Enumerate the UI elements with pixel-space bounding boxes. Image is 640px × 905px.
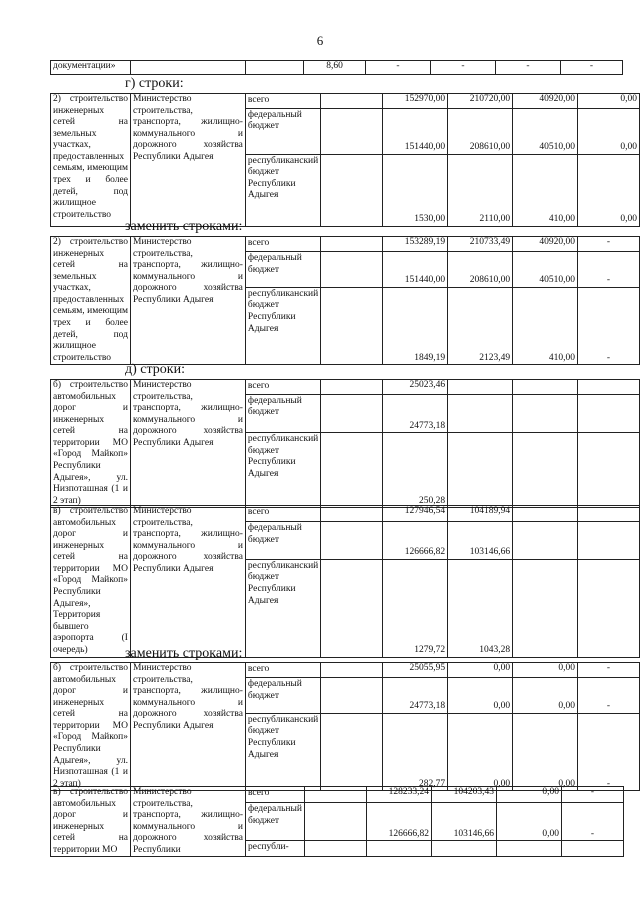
amount-cell: 126666,82 (366, 803, 431, 841)
funding-source-cell (245, 94, 320, 109)
table-cell (321, 678, 383, 714)
amount-cell: - (578, 252, 640, 288)
amount-cell (513, 433, 578, 508)
amount-cell: 104189,94 (448, 506, 513, 522)
funding-source-cell (245, 380, 320, 395)
amount-cell: 0,00 (513, 713, 578, 791)
amount-cell (578, 380, 640, 395)
funding-source-label: республи- (248, 842, 289, 853)
amount-cell: 25023,46 (383, 380, 448, 395)
amount-cell: 152970,00 (383, 94, 448, 109)
program-table (50, 379, 640, 508)
executor-cell: Министерство строительства, транспорта, жилищно-коммунального и дорожного хозяйства Республики Адыгея (130, 380, 245, 508)
funding-source-label: федеральный бюджет (247, 109, 302, 132)
amount-cell: 40920,00 (513, 237, 578, 252)
funding-source-label: республиканский бюджет Республики Адыгея (247, 288, 319, 334)
table-cell (321, 713, 383, 791)
table-cell (321, 506, 383, 522)
funding-source-label: федеральный бюджет (247, 253, 302, 275)
funding-source-cell (245, 522, 320, 560)
funding-source-label: всего (247, 95, 270, 105)
table-cell (321, 559, 383, 657)
amount-cell: 0,00 (578, 94, 640, 109)
funding-source-cell (246, 841, 305, 857)
funding-source-cell (245, 663, 320, 678)
table-cell (321, 108, 383, 154)
funding-source-label: всего (247, 664, 270, 674)
amount-cell: 0,00 (448, 663, 513, 678)
table-cell: - (496, 61, 561, 75)
amount-cell (578, 506, 640, 522)
amount-cell: 282,77 (383, 713, 448, 791)
amount-cell (561, 841, 623, 857)
amount-cell: 0,00 (578, 108, 640, 154)
amount-cell (513, 559, 578, 657)
table-cell (304, 787, 366, 803)
program-table (50, 505, 640, 658)
funding-source-label: республиканский бюджет Республики Адыгея (247, 714, 319, 760)
amount-cell: - (561, 803, 623, 841)
funding-source-label: федеральный бюджет (247, 395, 302, 418)
table-cell (321, 522, 383, 560)
table-cell: документации» (51, 61, 131, 75)
amount-cell: 208610,00 (448, 108, 513, 154)
table-cell: - (366, 61, 431, 75)
table-cell (321, 252, 383, 288)
amount-cell (578, 559, 640, 657)
funding-source-label: федеральный бюджет (247, 523, 302, 545)
amount-cell: 210720,00 (448, 94, 513, 109)
amount-cell: 410,00 (513, 154, 578, 226)
funding-source-cell (245, 394, 320, 433)
table-cell (321, 154, 383, 226)
amount-cell: 103146,66 (448, 522, 513, 560)
table-cell: 8,60 (304, 61, 366, 75)
amount-cell (431, 841, 496, 857)
table-cell: - (561, 61, 623, 75)
amount-cell (496, 841, 561, 857)
amount-cell (366, 841, 431, 857)
funding-source-cell (245, 154, 320, 226)
table-cell (304, 841, 366, 857)
table-cell (321, 237, 383, 252)
amount-cell: 126666,82 (383, 522, 448, 560)
measure-name-cell: б) строительство автомобильных дорог и инженерных сетей на территории МО «Город Майкоп» Республики Адыгея», ул. Низпоташная (1 и 2 этап) (51, 380, 131, 508)
funding-source-label: республиканский бюджет Республики Адыгея (247, 155, 319, 201)
amount-cell: 2110,00 (448, 154, 513, 226)
amount-cell: 0,00 (496, 803, 561, 841)
funding-source-label: всего (248, 788, 270, 798)
table-row (51, 380, 640, 395)
executor-cell: Министерство строительства, транспорта, жилищно-коммунального и дорожного хозяйства Республики Адыгея (130, 237, 245, 365)
amount-cell: 151440,00 (383, 252, 448, 288)
amount-cell: - (578, 287, 640, 365)
amount-cell (513, 394, 578, 433)
funding-source-cell (245, 287, 320, 365)
amount-cell (448, 394, 513, 433)
amount-cell: 208610,00 (448, 252, 513, 288)
amount-cell: 410,00 (513, 287, 578, 365)
funding-source-cell (245, 433, 320, 508)
table-cell (321, 94, 383, 109)
amount-cell: 1279,72 (383, 559, 448, 657)
funding-source-label: всего (247, 507, 270, 517)
amount-cell: 128233,24 (366, 787, 431, 803)
program-table (50, 662, 640, 791)
amount-cell: 0,00 (578, 154, 640, 226)
section-heading: д) строки: (125, 362, 185, 377)
amount-cell: 103146,66 (431, 803, 496, 841)
executor-cell: Министерство строительства, транспорта, жилищно-коммунального и дорожного хозяйства Республики Адыгея (130, 94, 245, 227)
funding-source-cell (245, 506, 320, 522)
amount-cell: 1849,19 (383, 287, 448, 365)
table-cell (321, 663, 383, 678)
measure-name-cell: в) строительство автомобильных дорог и инженерных сетей на территории МО «Город Майкоп» Республики Адыгея», Территория бывшего аэропорта (I очередь) (51, 506, 131, 658)
funding-source-label: республиканский бюджет Республики Адыгея (247, 434, 319, 480)
amount-cell: - (578, 713, 640, 791)
funding-source-cell (245, 108, 320, 154)
measure-name-cell: 2) строительство инженерных сетей на земельных участках, предоставленных семьям, имеющим трех и более детей, под жилищное строительство (51, 94, 131, 227)
amount-cell: 127946,54 (383, 506, 448, 522)
program-table (50, 93, 640, 227)
amount-cell: 0,00 (448, 713, 513, 791)
funding-source-cell (245, 237, 320, 252)
funding-source-label: всего (247, 238, 270, 248)
amount-cell (513, 522, 578, 560)
amount-cell: 1530,00 (383, 154, 448, 226)
amount-cell: - (578, 237, 640, 252)
table-row (51, 787, 624, 803)
amount-cell: 0,00 (513, 678, 578, 714)
table-cell: - (431, 61, 496, 75)
funding-source-label: федеральный бюджет (247, 679, 302, 701)
amount-cell (578, 433, 640, 508)
table-cell (304, 803, 366, 841)
amount-cell: 1043,28 (448, 559, 513, 657)
amount-cell: 104203,43 (431, 787, 496, 803)
amount-cell (578, 394, 640, 433)
funding-source-cell (245, 678, 320, 714)
amount-cell: 210733,49 (448, 237, 513, 252)
table-row (51, 663, 640, 678)
funding-source-cell (246, 803, 305, 841)
amount-cell: 250,28 (383, 433, 448, 508)
amount-cell: 0,00 (513, 663, 578, 678)
amount-cell: 24773,18 (383, 678, 448, 714)
amount-cell: 40510,00 (513, 252, 578, 288)
section-heading: заменить строками: (125, 646, 243, 661)
program-table (50, 786, 624, 857)
funding-source-cell (246, 787, 305, 803)
funding-source-cell (245, 559, 320, 657)
table-cell (321, 380, 383, 395)
amount-cell (448, 433, 513, 508)
executor-cell: Министерство строительства, транспорта, жилищно-коммунального и дорожного хозяйства Республики (131, 787, 246, 857)
page-number: 6 (316, 33, 324, 48)
funding-source-label: всего (247, 381, 270, 391)
amount-cell: 0,00 (496, 787, 561, 803)
section-heading: г) строки: (125, 76, 184, 91)
section-heading: заменить строками: (125, 219, 243, 234)
measure-name-cell: 2) строительство инженерных сетей на земельных участках, предоставленных семьям, имеющим трех и более детей, под жилищное строительство (51, 237, 131, 365)
funding-source-cell (245, 252, 320, 288)
table-cell (321, 394, 383, 433)
amount-cell (513, 380, 578, 395)
executor-cell: Министерство строительства, транспорта, жилищно-коммунального и дорожного хозяйства Республики Адыгея (130, 506, 245, 658)
funding-source-cell (245, 713, 320, 791)
amount-cell: - (561, 787, 623, 803)
amount-cell: 2123,49 (448, 287, 513, 365)
table-cell (321, 433, 383, 508)
table-row (51, 506, 640, 522)
table-row (51, 237, 640, 252)
amount-cell: - (578, 678, 640, 714)
executor-cell: Министерство строительства, транспорта, жилищно-коммунального и дорожного хозяйства Республики Адыгея (130, 663, 245, 791)
top-row-table (50, 60, 623, 75)
table-cell (321, 287, 383, 365)
amount-cell: 40920,00 (513, 94, 578, 109)
funding-source-label: республиканский бюджет Республики Адыгея (247, 560, 319, 606)
amount-cell (513, 506, 578, 522)
measure-name-cell: б) строительство автомобильных дорог и инженерных сетей на территории МО «Город Майкоп» Республики Адыгея», ул. Низпоташная (1 и 2 этап) (51, 663, 131, 791)
amount-cell: 0,00 (448, 678, 513, 714)
amount-cell: 153289,19 (383, 237, 448, 252)
table-row (51, 94, 640, 109)
amount-cell: 25055,95 (383, 663, 448, 678)
funding-source-label: федеральный бюджет (248, 804, 302, 826)
amount-cell: 151440,00 (383, 108, 448, 154)
amount-cell: 24773,18 (383, 394, 448, 433)
amount-cell (578, 522, 640, 560)
program-table (50, 236, 640, 365)
amount-cell: 40510,00 (513, 108, 578, 154)
measure-name-cell: в) строительство автомобильных дорог и инженерных сетей на территории МО (51, 787, 131, 857)
amount-cell: - (578, 663, 640, 678)
amount-cell (448, 380, 513, 395)
